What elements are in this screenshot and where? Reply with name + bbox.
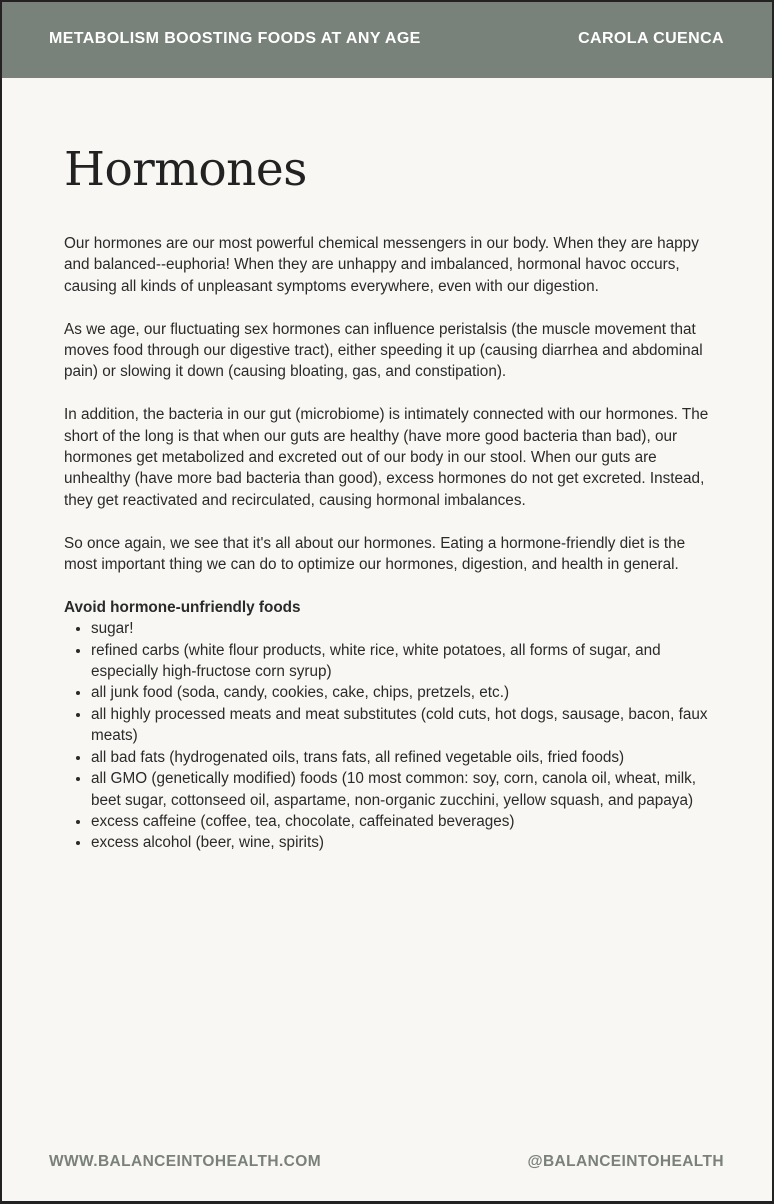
document-page (2, 2, 772, 1201)
body-content (64, 233, 714, 854)
list-item: • excess caffeine (coffee, tea, chocolate, caffeinated beverages) (91, 811, 714, 832)
paragraph: In addition, the bacteria in our gut (microbiome) is intimately connected with our hormones. The short of the long is that when our guts are healthy (have more good bacteria than bad), our hormones get metabolized and excreted out of our body in our stool. When our guts are unhealthy (have more bad bacteria than good), excess hormones do not get excreted. Instead, they get reactivated and recirculated, causing hormonal imbalances. (64, 406, 709, 509)
list-item: • all highly processed meats and meat substitutes (cold cuts, hot dogs, sausage, bacon, faux meats) (91, 704, 714, 747)
avoid-foods-heading: Avoid hormone-unfriendly foods (64, 598, 301, 616)
list-item: • excess alcohol (beer, wine, spirits) (91, 832, 714, 853)
list-item: • all bad fats (hydrogenated oils, trans fats, all refined vegetable oils, fried foods) (91, 747, 714, 768)
header-bar (2, 2, 772, 78)
header-book-title: METABOLISM BOOSTING FOODS AT ANY AGE (49, 30, 421, 47)
paragraph: So once again, we see that it's all about our hormones. Eating a hormone-friendly diet is the most important thing we can do to optimize our hormones, digestion, and health in general. (64, 534, 686, 574)
footer-social-handle: @BALANCEINTOHEALTH (527, 1153, 724, 1170)
page-title: Hormones (64, 142, 307, 197)
header-author: CAROLA CUENCA (578, 30, 724, 47)
paragraph: As we age, our fluctuating sex hormones can influence peristalsis (the muscle movement that moves food through our digestive tract), either speeding it up (causing diarrhea and abdominal pain) or slowing it down (causing bloating, gas, and constipation). (64, 320, 703, 381)
list-item: • all junk food (soda, candy, cookies, cake, chips, pretzels, etc.) (91, 682, 714, 703)
paragraph: Our hormones are our most powerful chemical messengers in our body. When they are happy and balanced--euphoria! When they are unhappy and imbalanced, hormonal havoc occurs, causing all kinds of unpleasant symptoms everywhere, even with our digestion. (64, 235, 699, 295)
avoid-foods-list (64, 618, 714, 853)
list-item: • sugar! (91, 618, 714, 639)
list-item: • all GMO (genetically modified) foods (10 most common: soy, corn, canola oil, wheat, milk, beet sugar, cottonseed oil, aspartame, non-organic zucchini, yellow squash, and papaya) (91, 768, 714, 811)
footer-website: WWW.BALANCEINTOHEALTH.COM (49, 1153, 322, 1170)
list-item: • refined carbs (white flour products, white rice, white potatoes, all forms of sugar, and especially high-fructose corn syrup) (91, 640, 714, 683)
